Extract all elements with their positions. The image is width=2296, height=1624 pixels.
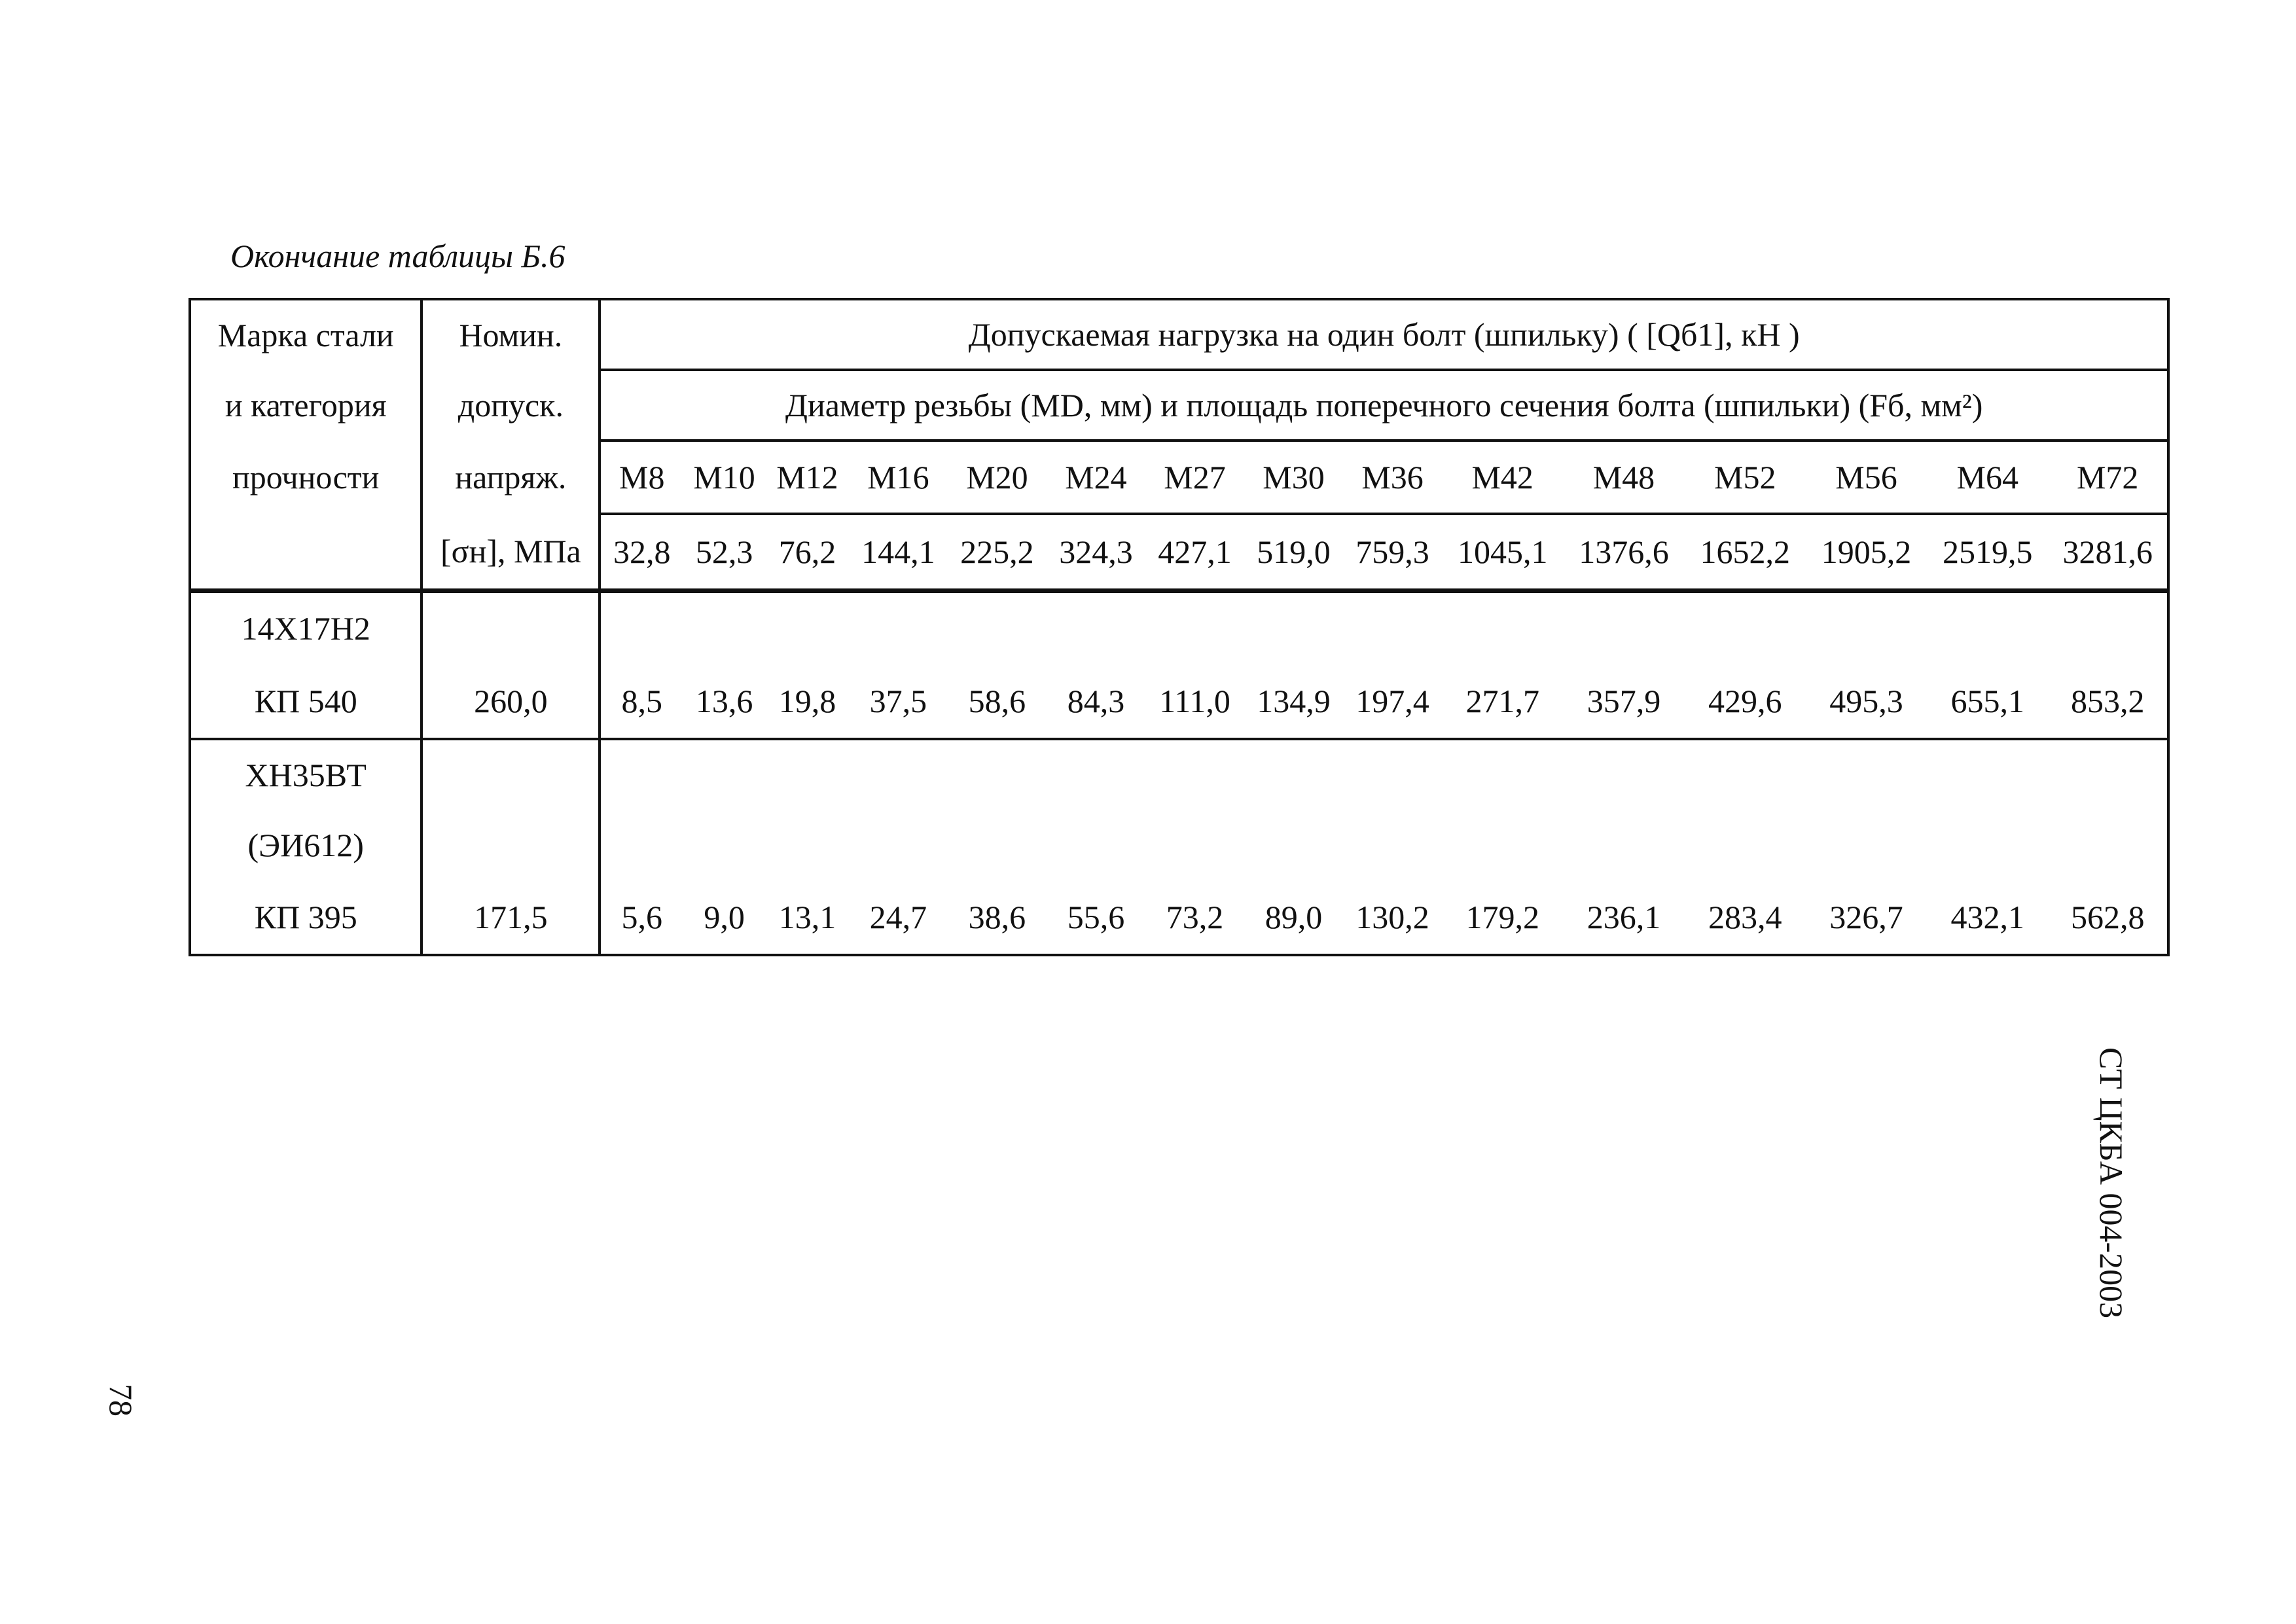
load-value: 197,4 [1343, 664, 1442, 739]
load-value: 130,2 [1343, 880, 1442, 955]
grade-header-empty [190, 514, 422, 591]
grade-name: ХН35ВТ [190, 739, 422, 810]
load-value: 326,7 [1806, 880, 1927, 955]
load-value: 495,3 [1806, 664, 1927, 739]
thread-size: M48 [1563, 441, 1684, 514]
thread-size: M42 [1442, 441, 1563, 514]
thread-size: M8 [600, 441, 683, 514]
thread-size: M36 [1343, 441, 1442, 514]
cross-section-area: 3281,6 [2048, 514, 2168, 591]
load-value: 13,6 [683, 664, 766, 739]
cross-section-area: 759,3 [1343, 514, 1442, 591]
load-value: 655,1 [1927, 664, 2048, 739]
thread-size: M30 [1244, 441, 1343, 514]
cross-section-area: 1045,1 [1442, 514, 1563, 591]
load-value: 89,0 [1244, 880, 1343, 955]
diameter-title: Диаметр резьбы (MD, мм) и площадь поперечного сечения болта (шпильки) (Fб, мм²) [600, 370, 2168, 441]
grade-header-line: прочности [190, 441, 422, 514]
row-spacer [600, 810, 2168, 880]
table-caption: Окончание таблицы Б.6 [230, 238, 565, 274]
load-value: 283,4 [1685, 880, 1806, 955]
load-value: 38,6 [948, 880, 1047, 955]
load-value: 73,2 [1145, 880, 1244, 955]
load-title: Допускаемая нагрузка на один болт (шпильку) ( [Qб1], кН ) [600, 299, 2168, 370]
load-value: 134,9 [1244, 664, 1343, 739]
cross-section-area: 2519,5 [1927, 514, 2048, 591]
thread-size: M12 [766, 441, 849, 514]
stress-empty [422, 591, 600, 664]
load-value: 853,2 [2048, 664, 2168, 739]
stress-header-line: Номин. [422, 299, 600, 370]
cross-section-area: 32,8 [600, 514, 683, 591]
cross-section-area: 1376,6 [1563, 514, 1684, 591]
load-value: 271,7 [1442, 664, 1563, 739]
cross-section-area: 427,1 [1145, 514, 1244, 591]
stress-empty [422, 810, 600, 880]
load-value: 432,1 [1927, 880, 2048, 955]
stress-header-line: [σн], МПа [422, 514, 600, 591]
grade-name: 14Х17Н2 [190, 591, 422, 664]
cross-section-area: 1905,2 [1806, 514, 1927, 591]
thread-size: M20 [948, 441, 1047, 514]
load-value: 8,5 [600, 664, 683, 739]
load-value: 58,6 [948, 664, 1047, 739]
grade-header-line: Марка стали [190, 299, 422, 370]
cross-section-area: 1652,2 [1685, 514, 1806, 591]
row-spacer [600, 739, 2168, 810]
grade-alias: (ЭИ612) [190, 810, 422, 880]
load-value: 37,5 [849, 664, 948, 739]
load-value: 9,0 [683, 880, 766, 955]
stress-header-line: напряж. [422, 441, 600, 514]
thread-size: M10 [683, 441, 766, 514]
load-value: 19,8 [766, 664, 849, 739]
thread-size: M27 [1145, 441, 1244, 514]
thread-size: M64 [1927, 441, 2048, 514]
thread-size: M52 [1685, 441, 1806, 514]
load-value: 429,6 [1685, 664, 1806, 739]
stress-header-line: допуск. [422, 370, 600, 441]
load-value: 24,7 [849, 880, 948, 955]
document-code: СТ ЦКБА 004-2003 [2093, 1047, 2130, 1319]
thread-size: M56 [1806, 441, 1927, 514]
cross-section-area: 144,1 [849, 514, 948, 591]
grade-category: КП 395 [190, 880, 422, 955]
grade-category: КП 540 [190, 664, 422, 739]
load-value: 179,2 [1442, 880, 1563, 955]
load-value: 357,9 [1563, 664, 1684, 739]
load-value: 236,1 [1563, 880, 1684, 955]
cross-section-area: 52,3 [683, 514, 766, 591]
load-value: 84,3 [1047, 664, 1145, 739]
row-spacer [600, 591, 2168, 664]
load-value: 13,1 [766, 880, 849, 955]
stress-value: 260,0 [422, 664, 600, 739]
stress-empty [422, 739, 600, 810]
thread-size: M24 [1047, 441, 1145, 514]
load-value: 55,6 [1047, 880, 1145, 955]
grade-header-line: и категория [190, 370, 422, 441]
cross-section-area: 324,3 [1047, 514, 1145, 591]
load-value: 5,6 [600, 880, 683, 955]
page-number: 78 [103, 1384, 139, 1416]
cross-section-area: 225,2 [948, 514, 1047, 591]
load-value: 562,8 [2048, 880, 2168, 955]
load-value: 111,0 [1145, 664, 1244, 739]
stress-value: 171,5 [422, 880, 600, 955]
cross-section-area: 519,0 [1244, 514, 1343, 591]
cross-section-area: 76,2 [766, 514, 849, 591]
load-table [188, 298, 2170, 956]
thread-size: M72 [2048, 441, 2168, 514]
thread-size: M16 [849, 441, 948, 514]
